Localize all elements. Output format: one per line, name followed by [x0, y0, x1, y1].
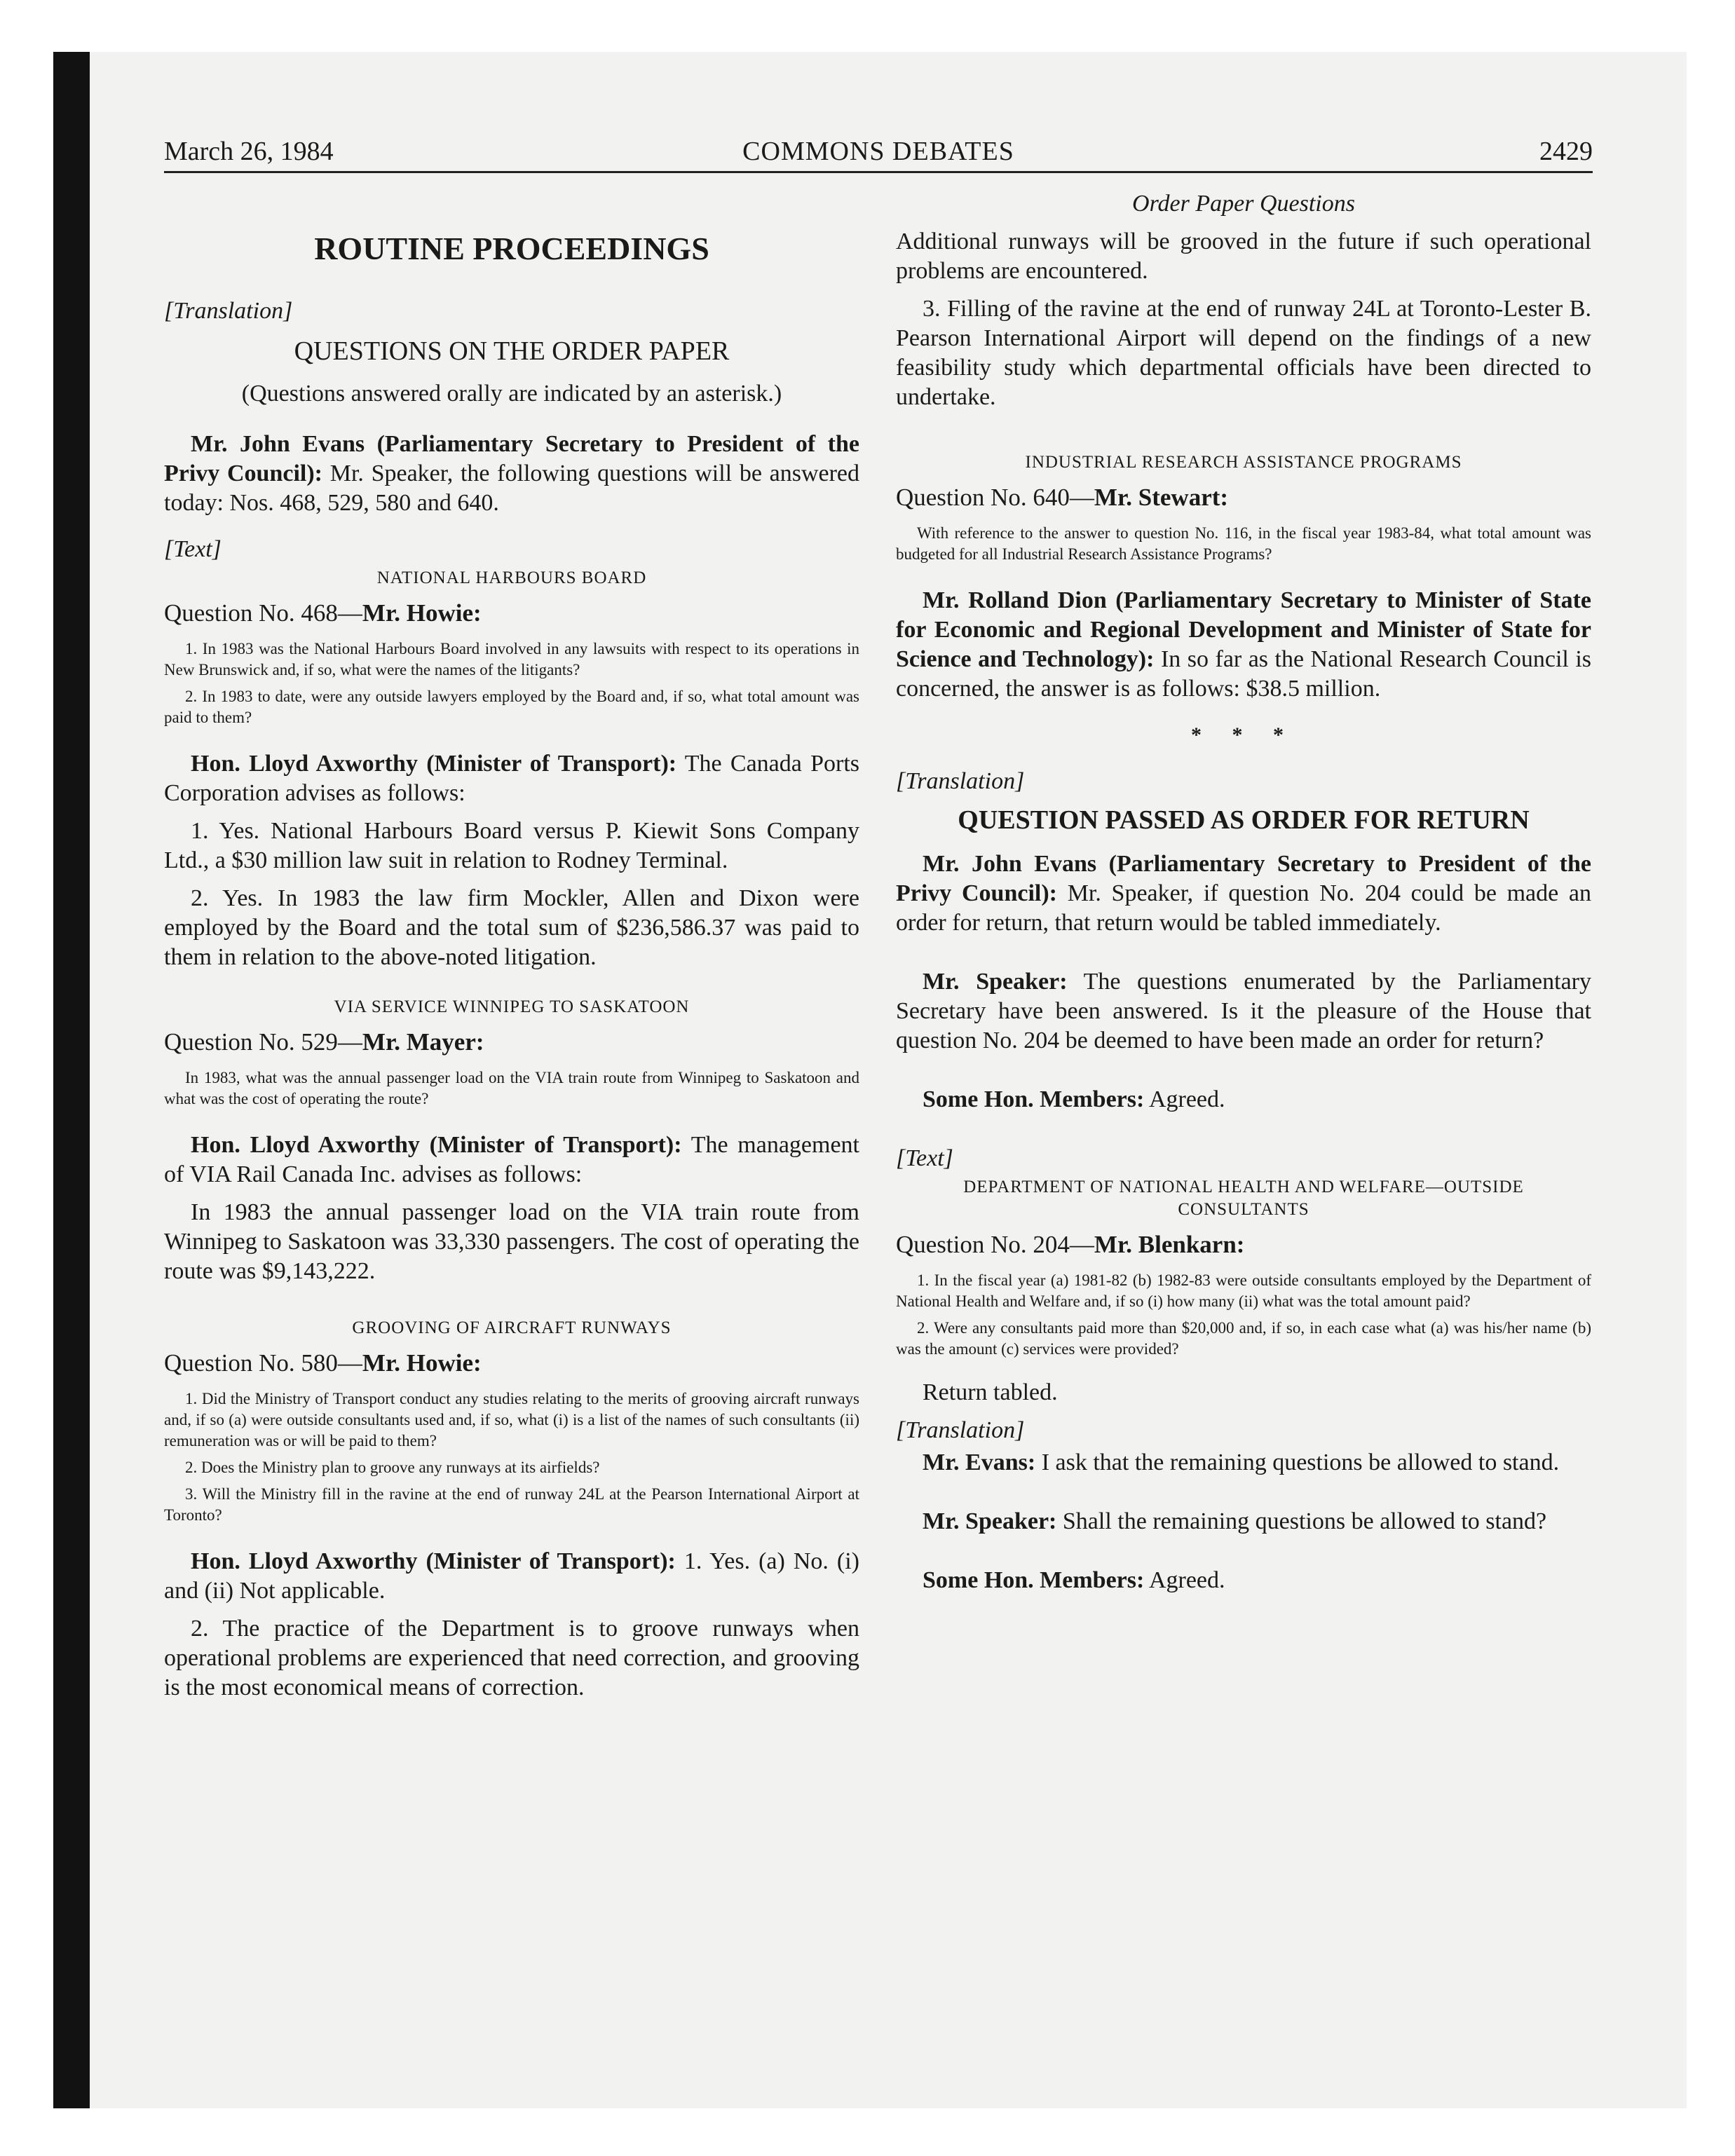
- speaker-name: Mr. John Evans (Parliamentary Secretary to President of the Privy Council):: [896, 851, 1591, 906]
- speech-text: The questions enumerated by the Parliamentary Secretary have been answered. Is it the pleasure of the House that question No. 204 be deemed to have been made an order for return?: [896, 969, 1591, 1053]
- header-date: March 26, 1984: [164, 137, 334, 166]
- question-529-heading: [164, 1028, 859, 1056]
- member-name: Mr. Howie:: [362, 599, 482, 627]
- speaker-name: Mr. Speaker:: [923, 969, 1068, 995]
- question-number: Question No. 640—: [896, 484, 1094, 511]
- question-640-text: With reference to the answer to question No. 116, in the fiscal year 1983-84, what total amount was budgeted for all Industrial Research Assistance Programs?: [896, 524, 1591, 563]
- heading-routine-proceedings: ROUTINE PROCEEDINGS: [314, 231, 709, 266]
- evans-statement: [164, 430, 859, 518]
- answer-580-part-1: [164, 1547, 859, 1606]
- answer-468-part-2: 2. Yes. In 1983 the law firm Mockler, Allen and Dixon were employed by the Board and the total sum of $236,586.37 was paid to them in relation to the above-noted litigation.: [164, 885, 859, 970]
- speaker-name: Some Hon. Members:: [923, 1567, 1145, 1593]
- speaker-name: Mr. John Evans (Parliamentary Secretary to President of the Privy Council):: [164, 431, 859, 486]
- evans-return-request: [896, 850, 1591, 938]
- answer-529-text: In 1983 the annual passenger load on the VIA train route from Winnipeg to Saskatoon was 33,330 passengers. The cost of operating the route was $9,143,222.: [164, 1199, 859, 1284]
- answer-580-part-3: 3. Filling of the ravine at the end of runway 24L at Toronto-Lester B. Pearson International Airport will depend on the findings of a new feasibility study which departmental officials have been directed to undertake.: [896, 296, 1591, 410]
- evans-remaining-request: [896, 1448, 1591, 1478]
- question-580-part-2: 2. Does the Ministry plan to groove any runways at its airfields?: [185, 1459, 600, 1476]
- question-number: Question No. 580—: [164, 1349, 362, 1377]
- speech-text: Mr. Speaker, if question No. 204 could be made an order for return, that return would be tabled immediately.: [896, 880, 1592, 936]
- right-column: [896, 191, 1591, 1604]
- speaker-name: Hon. Lloyd Axworthy (Minister of Transport):: [191, 1548, 676, 1574]
- question-468-part-2: 2. In 1983 to date, were any outside lawyers employed by the Board and, if so, what total amount was paid to them?: [164, 688, 859, 726]
- answer-529-intro: [164, 1131, 859, 1189]
- caption-via-service: VIA SERVICE WINNIPEG TO SASKATOON: [334, 997, 690, 1016]
- speaker-question: [896, 967, 1591, 1056]
- tag-text: [Text]: [896, 1145, 953, 1171]
- answer-580-part-2: 2. The practice of the Department is to groove runways when operational problems are experienced that need correction, and grooving is the most economical means of correction.: [164, 1616, 859, 1700]
- speech-text: Agreed.: [1148, 1086, 1225, 1112]
- speech-text: I ask that the remaining questions be allowed to stand.: [1041, 1449, 1560, 1475]
- question-529-text: In 1983, what was the annual passenger load on the VIA train route from Winnipeg to Saskatoon and what was the cost of operating the route?: [164, 1069, 859, 1107]
- question-number: Question No. 468—: [164, 599, 362, 627]
- speech-text: In so far as the National Research Council is concerned, the answer is as follows: $38.5 million.: [896, 646, 1592, 702]
- tag-translation: [Translation]: [896, 768, 1025, 794]
- members-agreed-2: [896, 1566, 1591, 1595]
- caption-national-harbours: NATIONAL HARBOURS BOARD: [376, 568, 647, 587]
- tag-translation: [Translation]: [164, 298, 293, 324]
- speech-text: Mr. Speaker, the following questions will be answered today: Nos. 468, 529, 580 and 640.: [164, 460, 859, 516]
- heading-questions-order-paper: QUESTIONS ON THE ORDER PAPER: [294, 336, 730, 366]
- scan-edge: [53, 52, 90, 2108]
- left-column: [164, 191, 859, 1711]
- speaker-name: Mr. Evans:: [923, 1449, 1036, 1475]
- speaker-name: Hon. Lloyd Axworthy (Minister of Transport):: [191, 751, 677, 777]
- header-page-number: 2429: [1539, 137, 1593, 166]
- question-580-part-1: 1. Did the Ministry of Transport conduct any studies relating to the merits of grooving aircraft runways and, if so (a) were outside consultants used and, if so, what (i) is a list of the names of such consultants (ii) remuneration was or will be paid to them?: [164, 1390, 859, 1449]
- tag-text: [Text]: [164, 536, 222, 562]
- caption-grooving: GROOVING OF AIRCRAFT RUNWAYS: [352, 1318, 672, 1337]
- speech-text: Agreed.: [1148, 1567, 1225, 1593]
- dion-answer: [896, 586, 1591, 704]
- question-204-part-1: 1. In the fiscal year (a) 1981-82 (b) 1982-83 were outside consultants employed by the Department of National Health and Welfare and, if so (i) how many (ii) what was the total amount paid?: [896, 1271, 1591, 1310]
- question-468-heading: [164, 599, 859, 627]
- return-tabled: Return tabled.: [923, 1379, 1058, 1405]
- header-rule: [164, 171, 1593, 173]
- asterisk-note: (Questions answered orally are indicated by an asterisk.): [241, 381, 782, 407]
- member-name: Mr. Mayer:: [362, 1028, 484, 1056]
- members-agreed: [896, 1085, 1591, 1114]
- speaker-remaining-question: [896, 1507, 1591, 1536]
- question-204-part-2: 2. Were any consultants paid more than $20,000 and, if so, in each case what (a) was his/her name (b) was the amount (c) services were provided?: [896, 1319, 1591, 1358]
- answer-468-part-1: 1. Yes. National Harbours Board versus P. Kiewit Sons Company Ltd., a $30 million law suit in relation to Rodney Terminal.: [164, 818, 859, 873]
- caption-industrial-research: INDUSTRIAL RESEARCH ASSISTANCE PROGRAMS: [1025, 453, 1462, 472]
- member-name: Mr. Blenkarn:: [1094, 1231, 1245, 1258]
- question-580-part-3: 3. Will the Ministry fill in the ravine at the end of runway 24L at the Pearson International Airport at Toronto?: [164, 1485, 859, 1524]
- speaker-name: Some Hon. Members:: [923, 1086, 1145, 1112]
- answer-580-continued: Additional runways will be grooved in the future if such operational problems are encountered.: [896, 228, 1591, 284]
- heading-order-for-return: QUESTION PASSED AS ORDER FOR RETURN: [958, 805, 1530, 835]
- tag-translation-2: [Translation]: [896, 1417, 1025, 1443]
- page-header: [164, 136, 1593, 172]
- member-name: Mr. Howie:: [362, 1349, 482, 1377]
- answer-468-intro: [164, 749, 859, 808]
- speaker-name: Hon. Lloyd Axworthy (Minister of Transport):: [191, 1132, 682, 1158]
- header-title: COMMONS DEBATES: [742, 137, 1014, 166]
- question-number: Question No. 529—: [164, 1028, 362, 1056]
- question-number: Question No. 204—: [896, 1231, 1094, 1258]
- speech-text: 1. Yes. (a) No. (i) and (ii) Not applicable.: [164, 1548, 860, 1604]
- speech-text: Shall the remaining questions be allowed to stand?: [1062, 1508, 1547, 1534]
- speech-text: The management of VIA Rail Canada Inc. advises as follows:: [164, 1132, 860, 1187]
- question-204-heading: [896, 1231, 1591, 1259]
- caption-health-welfare: DEPARTMENT OF NATIONAL HEALTH AND WELFARE—OUTSIDE CONSULTANTS: [963, 1178, 1524, 1219]
- speech-text: The Canada Ports Corporation advises as follows:: [164, 751, 860, 806]
- speaker-name: Mr. Rolland Dion (Parliamentary Secretary to Minister of State for Economic and Regional Development and Minister of State for Science and Technology):: [896, 587, 1591, 672]
- question-640-heading: [896, 484, 1591, 512]
- running-head: Order Paper Questions: [1132, 191, 1355, 217]
- speaker-name: Mr. Speaker:: [923, 1508, 1057, 1534]
- member-name: Mr. Stewart:: [1094, 484, 1229, 511]
- section-separator: * * *: [1191, 723, 1296, 746]
- question-580-heading: [164, 1349, 859, 1377]
- question-468-part-1: 1. In 1983 was the National Harbours Board involved in any lawsuits with respect to its operations in New Brunswick and, if so, what were the names of the litigants?: [164, 640, 859, 678]
